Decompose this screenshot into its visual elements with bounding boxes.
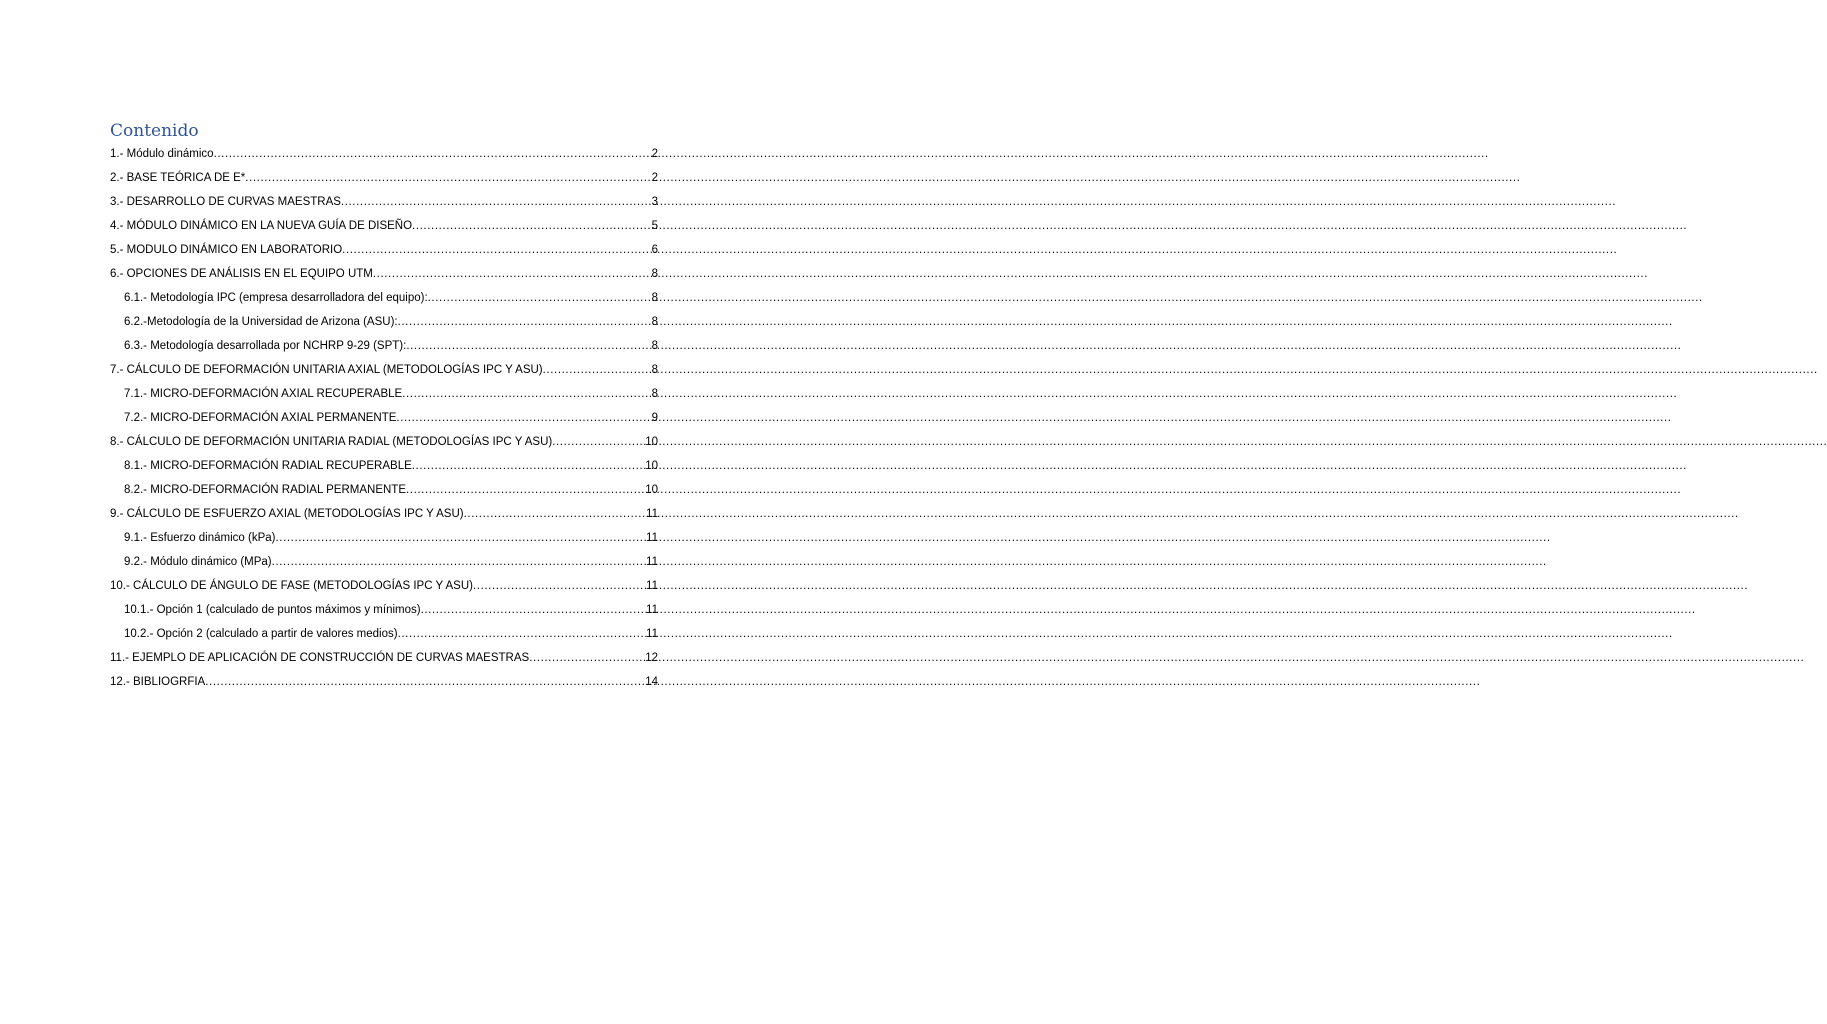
toc-dot-leader (552, 431, 644, 453)
toc-entry-page-number: 2 (651, 148, 658, 160)
toc-dot-leader (543, 359, 651, 381)
toc-dot-leader (412, 215, 651, 237)
toc-entry[interactable] (110, 623, 658, 647)
toc-entry-label: 6.1.- Metodología IPC (empresa desarrolladora del equipo): (124, 292, 428, 304)
toc-dot-leader (402, 383, 650, 405)
toc-dot-leader (529, 647, 644, 669)
toc-entry-page-number: 11 (646, 556, 658, 568)
toc-dot-leader (406, 479, 644, 501)
toc-entry-label: 8.- CÁLCULO DE DEFORMACIÓN UNITARIA RADIAL (METODOLOGÍAS IPC Y ASU) (110, 436, 553, 448)
toc-dot-leader (342, 239, 650, 261)
toc-dot-leader (421, 599, 645, 621)
toc-dot-leader (464, 503, 645, 525)
toc-entry-label: 6.3.- Metodología desarrollada por NCHRP 9-29 (SPT): (124, 340, 407, 352)
toc-entry-page-number: 12 (645, 652, 658, 664)
toc-entry[interactable] (110, 575, 658, 599)
toc-entry[interactable] (110, 287, 658, 311)
toc-entry-page-number: 10 (645, 484, 658, 496)
document-page (0, 0, 768, 1024)
toc-dot-leader (373, 263, 651, 285)
toc-entry-page-number: 8 (651, 364, 658, 376)
toc-entry[interactable] (110, 671, 658, 695)
toc-entry[interactable] (110, 167, 658, 191)
toc-entry-label: 10.2.- Opción 2 (calculado a partir de valores medios) (124, 628, 398, 640)
toc-entry-page-number: 8 (651, 388, 658, 400)
toc-entry-label: 3.- DESARROLLO DE CURVAS MAESTRAS (110, 196, 341, 208)
toc-dot-leader (428, 287, 651, 309)
toc-entry-label: 9.1.- Esfuerzo dinámico (kPa) (124, 532, 276, 544)
toc-entry-page-number: 5 (651, 220, 658, 232)
toc-dot-leader (245, 167, 650, 189)
toc-entry-label: 10.1.- Opción 1 (calculado de puntos máximos y mínimos) (124, 604, 421, 616)
toc-entry-label: 10.- CÁLCULO DE ÁNGULO DE FASE (METODOLOGÍAS IPC Y ASU) (110, 580, 473, 592)
table-of-contents (110, 143, 658, 695)
toc-dot-leader (473, 575, 645, 597)
toc-dot-leader (214, 143, 651, 165)
toc-entry-label: 9.- CÁLCULO DE ESFUERZO AXIAL (METODOLOGÍAS IPC Y ASU) (110, 508, 464, 520)
toc-entry[interactable] (110, 647, 658, 671)
toc-entry-label: 7.2.- MICRO-DEFORMACIÓN AXIAL PERMANENTE (124, 412, 397, 424)
toc-entry-label: 2.- BASE TEÓRICA DE E* (110, 172, 246, 184)
toc-entry-page-number: 11 (646, 508, 658, 520)
toc-title: Contenido (110, 121, 199, 141)
toc-entry-label: 9.2.- Módulo dinámico (MPa) (124, 556, 272, 568)
toc-entry[interactable] (110, 359, 658, 383)
toc-entry-label: 5.- MODULO DINÁMICO EN LABORATORIO (110, 244, 343, 256)
toc-entry-label: 4.- MÓDULO DINÁMICO EN LA NUEVA GUÍA DE DISEÑO (110, 220, 413, 232)
toc-entry[interactable] (110, 503, 658, 527)
toc-entry[interactable] (110, 599, 658, 623)
toc-dot-leader (272, 551, 645, 573)
toc-entry-label: 8.1.- MICRO-DEFORMACIÓN RADIAL RECUPERABLE (124, 460, 412, 472)
toc-entry-label: 11.- EJEMPLO DE APLICACIÓN DE CONSTRUCCIÓN DE CURVAS MAESTRAS (110, 652, 530, 664)
toc-entry[interactable] (110, 215, 658, 239)
toc-entry[interactable] (110, 311, 658, 335)
toc-entry-page-number: 8 (651, 268, 658, 280)
toc-entry-page-number: 14 (645, 676, 658, 688)
toc-dot-leader (275, 527, 645, 549)
toc-dot-leader (406, 335, 650, 357)
toc-entry-page-number: 11 (646, 580, 658, 592)
toc-dot-leader (412, 455, 644, 477)
toc-entry-label: 7.- CÁLCULO DE DEFORMACIÓN UNITARIA AXIAL (METODOLOGÍAS IPC Y ASU) (110, 364, 543, 376)
toc-entry-page-number: 10 (645, 460, 658, 472)
toc-entry-page-number: 11 (646, 532, 658, 544)
toc-entry[interactable] (110, 191, 658, 215)
toc-entry-page-number: 2 (651, 172, 658, 184)
toc-entry[interactable] (110, 527, 658, 551)
toc-entry-label: 7.1.- MICRO-DEFORMACIÓN AXIAL RECUPERABLE (124, 388, 403, 400)
toc-entry[interactable] (110, 335, 658, 359)
toc-entry[interactable] (110, 383, 658, 407)
toc-entry-page-number: 8 (651, 316, 658, 328)
toc-entry-page-number: 11 (646, 604, 658, 616)
toc-dot-leader (341, 191, 651, 213)
toc-entry[interactable] (110, 431, 658, 455)
toc-entry-page-number: 3 (651, 196, 658, 208)
toc-entry-page-number: 8 (651, 340, 658, 352)
toc-entry-label: 12.- BIBLIOGRFIA (110, 676, 206, 688)
toc-entry[interactable] (110, 479, 658, 503)
toc-dot-leader (396, 407, 650, 429)
toc-entry-page-number: 11 (646, 628, 658, 640)
toc-entry-label: 6.- OPCIONES DE ANÁLISIS EN EL EQUIPO UTM (110, 268, 373, 280)
toc-entry[interactable] (110, 143, 658, 167)
toc-entry[interactable] (110, 551, 658, 575)
toc-entry[interactable] (110, 239, 658, 263)
toc-entry-label: 1.- Módulo dinámico (110, 148, 214, 160)
toc-entry[interactable] (110, 263, 658, 287)
toc-dot-leader (205, 671, 644, 693)
toc-entry-page-number: 8 (651, 292, 658, 304)
toc-entry-page-number: 9 (651, 412, 658, 424)
toc-entry-label: 6.2.-Metodología de la Universidad de Arizona (ASU): (124, 316, 398, 328)
toc-dot-leader (398, 311, 651, 333)
toc-dot-leader (398, 623, 645, 645)
toc-entry[interactable] (110, 407, 658, 431)
toc-entry[interactable] (110, 455, 658, 479)
toc-entry-page-number: 6 (651, 244, 658, 256)
toc-entry-label: 8.2.- MICRO-DEFORMACIÓN RADIAL PERMANENTE (124, 484, 406, 496)
toc-entry-page-number: 10 (645, 436, 658, 448)
